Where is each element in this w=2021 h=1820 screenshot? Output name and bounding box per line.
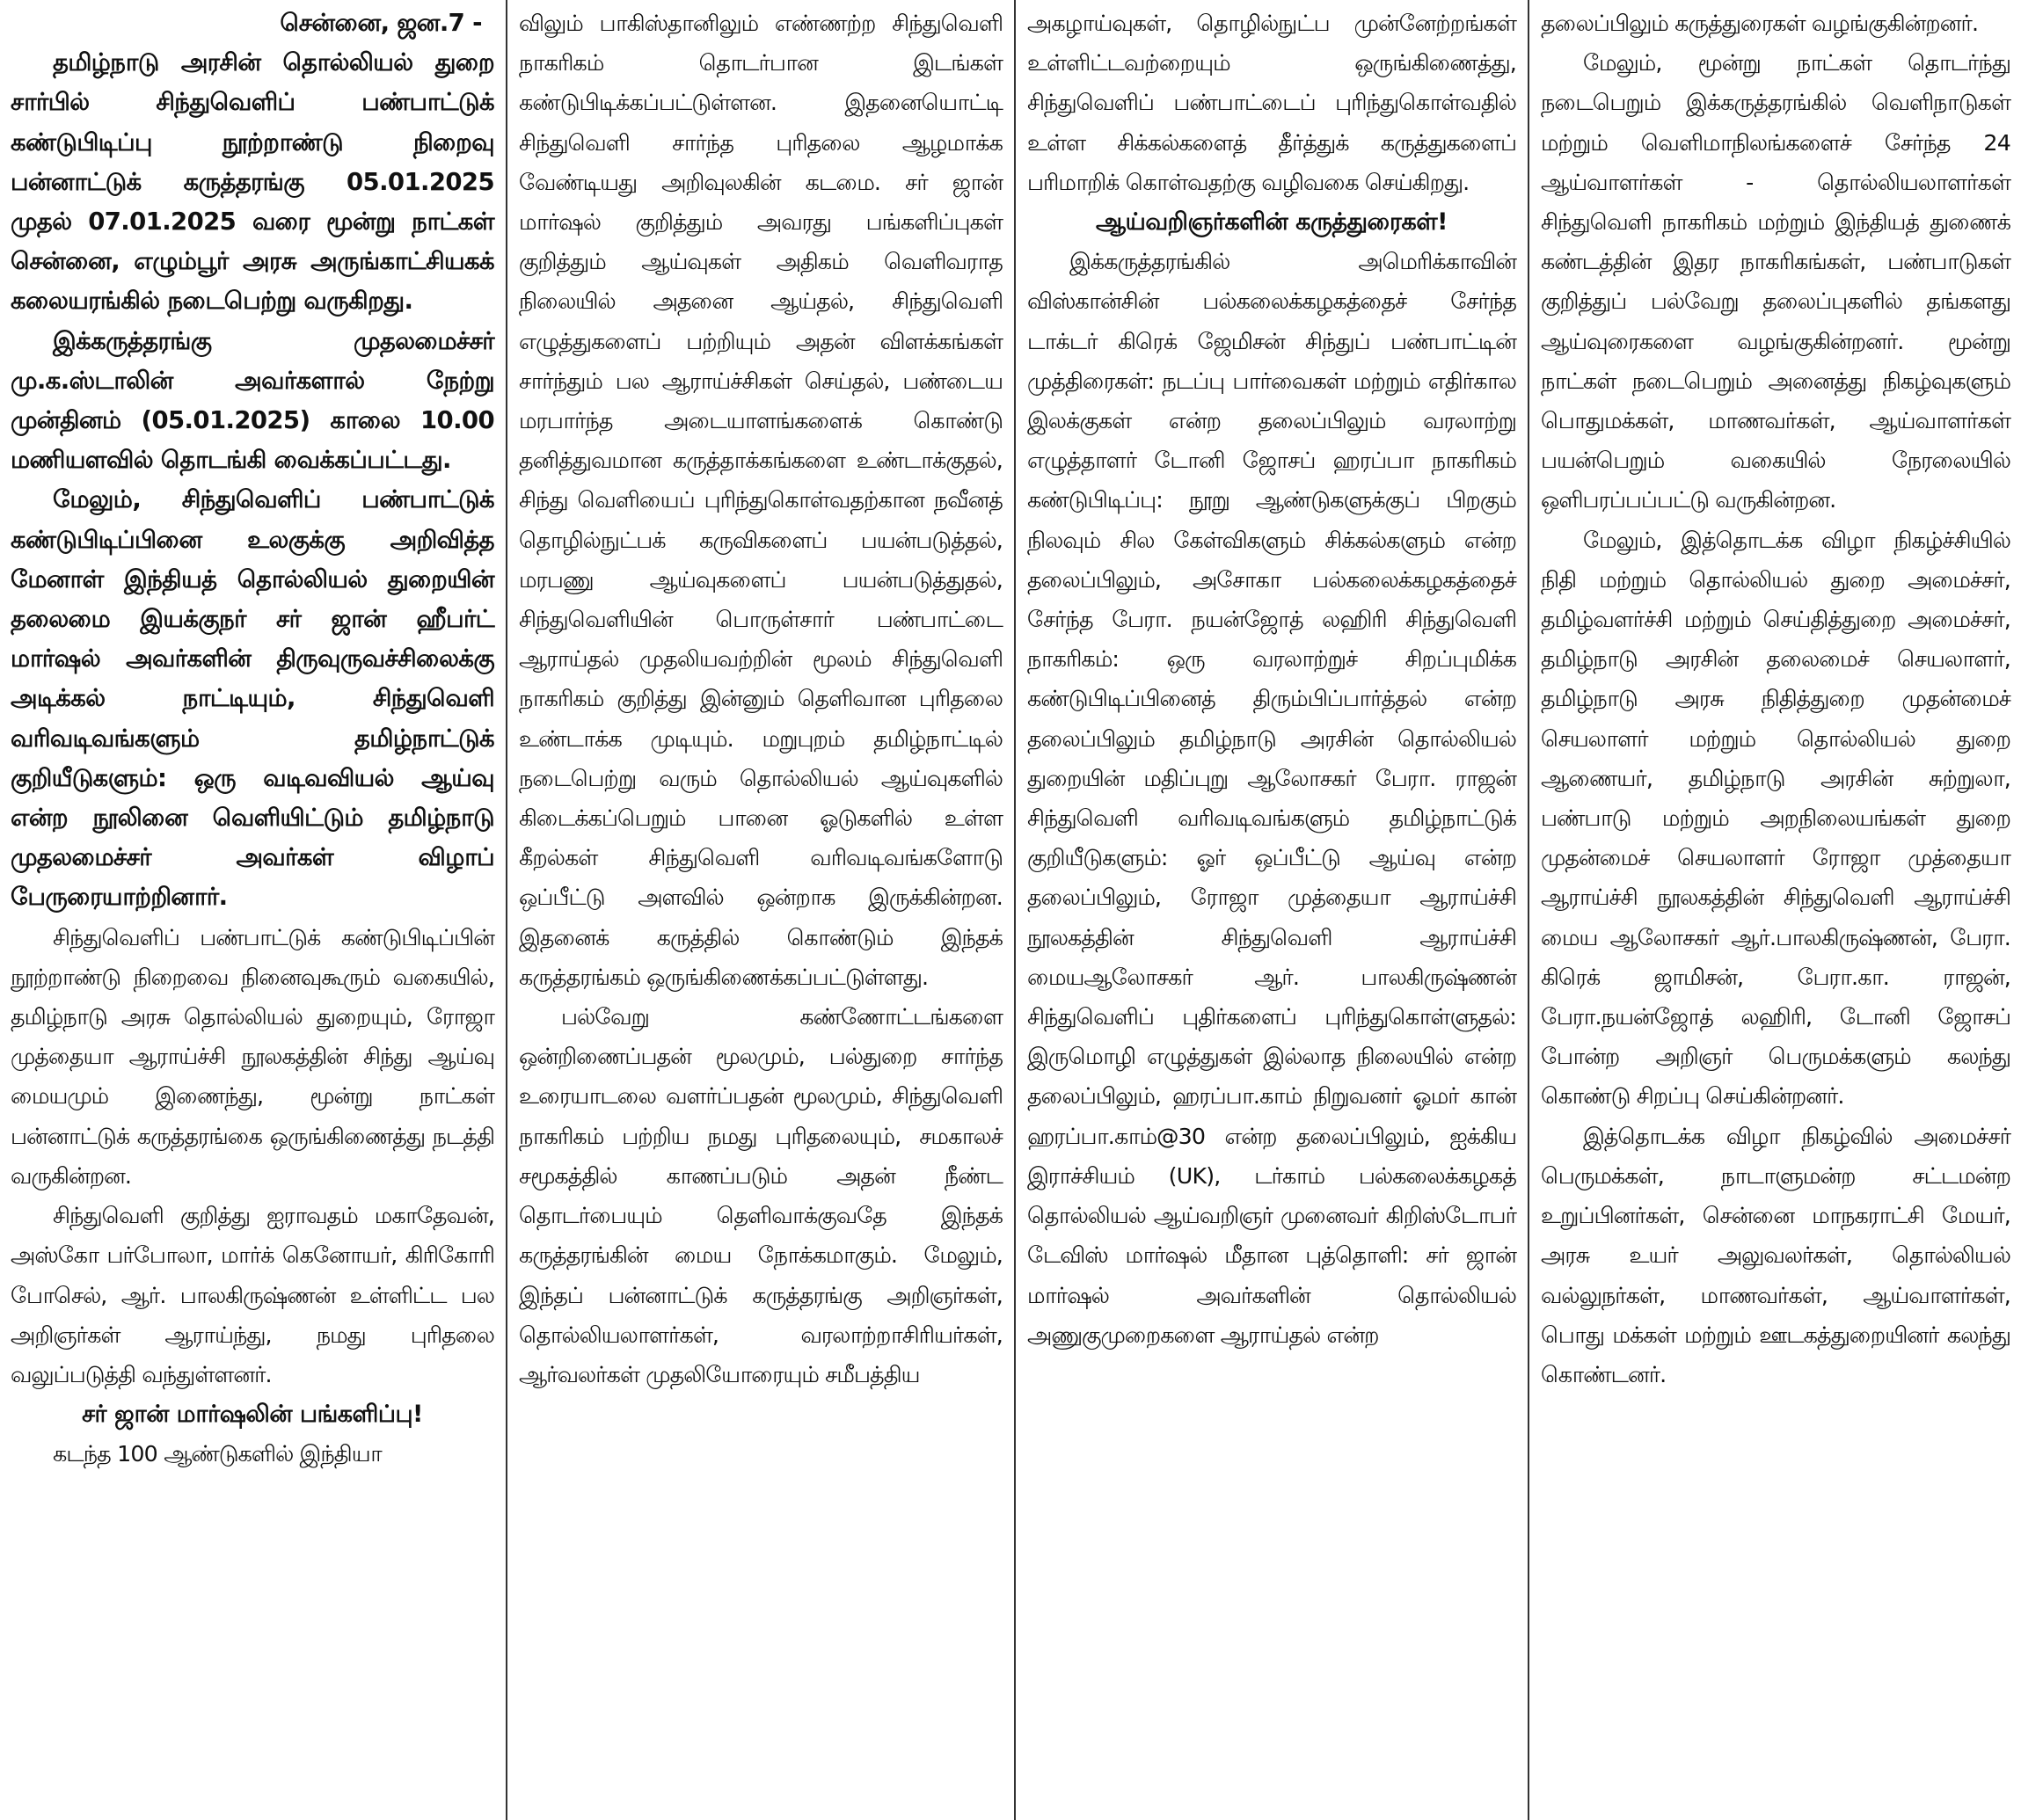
body-paragraph: மேலும், மூன்று நாட்கள் தொடர்ந்து நடைபெறும் இக்கருத்தரங்கில் வெளிநாடுகள் மற்றும் வெளிமாநிலங்களைச் சேர்ந்த 24 ஆய்வாளர்கள் - தொல்லியலாளர்கள் சிந்துவெளி நாகரிகம் மற்றும் இந்தியத் துணைக் கண்டத்தின் இதர நாகரிகங்கள், பண்பாடுகள் குறித்துப் பல்வேறு தலைப்புகளில் தங்களது ஆய்வுரைகளை வழங்குகின்றனர். மூன்று நாட்கள் நடைபெறும் அனைத்து நிகழ்வுகளும் பொதுமக்கள், மாணவர்கள், ஆய்வாளர்கள் பயன்பெறும் வகையில் நேரலையில் ஒளிபரப்பப்பட்டு வருகின்றன. — [1541, 50, 2010, 513]
column-3 — [1017, 0, 1527, 1820]
lede-paragraph: இக்கருத்தரங்கு முதலமைச்சர் மு.க.ஸ்டாலின் அவர்களால் நேற்று முன்தினம் (05.01.2025) காலை 10.00 மணியளவில் தொடங்கி வைக்கப்பட்டது. — [11, 326, 494, 475]
subheading: ஆய்வறிஞர்களின் கருத்துரைகள்! — [1096, 208, 1448, 237]
body-paragraph: இக்கருத்தரங்கில் அமெரிக்காவின் விஸ்கான்சின் பல்கலைக்கழகத்தைச் சேர்ந்த டாக்டர் கிரெக் ஜேமிசன் சிந்துப் பண்பாட்டின் முத்திரைகள்: நடப்பு பார்வைகள் மற்றும் எதிர்கால இலக்குகள் என்ற தலைப்பிலும் வரலாற்று எழுத்தாளர் டோனி ஜோசப் ஹரப்பா நாகரிகம் கண்டுபிடிப்பு: நூறு ஆண்டுகளுக்குப் பிறகும் நிலவும் சில கேள்விகளும் சிக்கல்களும் என்ற தலைப்பிலும், அசோகா பல்கலைக்கழகத்தைச் சேர்ந்த பேரா. நயன்ஜோத் லஹிரி சிந்துவெளி நாகரிகம்: ஒரு வரலாற்றுச் சிறப்புமிக்க கண்டுபிடிப்பினைத் திரும்பிப்பார்த்தல் என்ற தலைப்பிலும் தமிழ்நாடு அரசின் தொல்லியல் துறையின் மதிப்புறு ஆலோசகர் பேரா. ராஜன் சிந்துவெளி வரிவடிவங்களும் தமிழ்நாட்டுக் குறியீடுகளும்: ஓர் ஒப்பீட்டு ஆய்வு என்ற தலைப்பிலும், ரோஜா முத்தையா ஆராய்ச்சி நூலகத்தின் சிந்துவெளி ஆராய்ச்சி மையஆலோசகர் ஆர். பாலகிருஷ்ணன் சிந்துவெளிப் புதிர்களைப் புரிந்துகொள்ளுதல்: இருமொழி எழுத்துகள் இல்லாத நிலையில் என்ற தலைப்பிலும், ஹரப்பா.காம் நிறுவனர் ஓமர் கான் ஹரப்பா.காம்@30 என்ற தலைப்பிலும், ஐக்கிய இராச்சியம் (UK), டர்காம் பல்கலைக்கழகத் தொல்லியல் ஆய்வறிஞர் முனைவர் கிறிஸ்டோபர் டேவிஸ் மார்ஷல் மீதான புத்தொளி: சர் ஜான் மார்ஷல் அவர்களின் தொல்லியல் அணுகுமுறைகளை ஆராய்தல் என்ற — [1027, 249, 1516, 1348]
column-4 — [1530, 0, 2021, 1820]
body-paragraph: அகழாய்வுகள், தொழில்நுட்ப முன்னேற்றங்கள் உள்ளிட்டவற்றையும் ஒருங்கிணைத்து, சிந்துவெளிப் பண்பாட்டைப் புரிந்துகொள்வதில் உள்ள சிக்கல்களைத் தீர்த்துக் கருத்துகளைப் பரிமாறிக் கொள்வதற்கு வழிவகை செய்கிறது. — [1027, 11, 1516, 195]
body-paragraph: கடந்த 100 ஆண்டுகளில் இந்தியா — [53, 1441, 382, 1467]
column-2 — [508, 0, 1013, 1820]
body-paragraph: விலும் பாகிஸ்தானிலும் எண்ணற்ற சிந்துவெளி நாகரிகம் தொடர்பான இடங்கள் கண்டுபிடிக்கப்பட்டுள்ளன. இதனையொட்டி சிந்துவெளி சார்ந்த புரிதலை ஆழமாக்க வேண்டியது அறிவுலகின் கடமை. சர் ஜான் மார்ஷல் குறித்தும் அவரது பங்களிப்புகள் குறித்தும் ஆய்வுகள் அதிகம் வெளிவராத நிலையில் அதனை ஆய்தல், சிந்துவெளி எழுத்துகளைப் பற்றியும் அதன் விளக்கங்கள் சார்ந்தும் பல ஆராய்ச்சிகள் செய்தல், பண்டைய மரபார்ந்த அடையாளங்களைக் கொண்டு தனித்துவமான கருத்தாக்கங்களை உண்டாக்குதல், சிந்து வெளியைப் புரிந்துகொள்வதற்கான நவீனத் தொழில்நுட்பக் கருவிகளைப் பயன்படுத்தல், மரபணு ஆய்வுகளைப் பயன்படுத்துதல், சிந்துவெளியின் பொருள்சார் பண்பாட்டை ஆராய்தல் முதலியவற்றின் மூலம் சிந்துவெளி நாகரிகம் குறித்து இன்னும் தெளிவான புரிதலை உண்டாக்க முடியும். மறுபுறம் தமிழ்நாட்டில் நடைபெற்று வரும் தொல்லியல் ஆய்வுகளில் கிடைக்கப்பெறும் பானை ஓடுகளில் உள்ள கீறல்கள் சிந்துவெளி வரிவடிவங்களோடு ஒப்பீட்டு அளவில் ஒன்றாக இருக்கின்றன. இதனைக் கருத்தில் கொண்டும் இந்தக் கருத்தரங்கம் ஒருங்கிணைக்கப்பட்டுள்ளது. — [519, 11, 1003, 990]
column-divider — [1014, 0, 1016, 1820]
column-divider — [1528, 0, 1529, 1820]
lede-paragraph: தமிழ்நாடு அரசின் தொல்லியல் துறை சார்பில் சிந்துவெளிப் பண்பாட்டுக் கண்டுபிடிப்பு நூற்றாண்டு நிறைவு பன்னாட்டுக் கருத்தரங்கு 05.01.2025 முதல் 07.01.2025 வரை மூன்று நாட்கள் சென்னை, எழும்பூர் அரசு அருங்காட்சியகக் கலையரங்கில் நடைபெற்று வருகிறது. — [11, 48, 494, 316]
column-divider — [506, 0, 507, 1820]
body-paragraph: இத்தொடக்க விழா நிகழ்வில் அமைச்சர் பெருமக்கள், நாடாளுமன்ற சட்டமன்ற உறுப்பினர்கள், சென்னை மாநகராட்சி மேயர், அரசு உயர் அலுவலர்கள், தொல்லியல் வல்லுநர்கள், மாணவர்கள், ஆய்வாளர்கள், பொது மக்கள் மற்றும் ஊடகத்துறையினர் கலந்து கொண்டனர். — [1541, 1123, 2010, 1387]
body-paragraph: மேலும், இத்தொடக்க விழா நிகழ்ச்சியில் நிதி மற்றும் தொல்லியல் துறை அமைச்சர், தமிழ்வளர்ச்சி மற்றும் செய்தித்துறை அமைச்சர், தமிழ்நாடு அரசின் தலைமைச் செயலாளர், தமிழ்நாடு அரசு நிதித்துறை முதன்மைச் செயலாளர் மற்றும் தொல்லியல் துறை ஆணையர், தமிழ்நாடு அரசின் சுற்றுலா, பண்பாடு மற்றும் அறநிலையங்கள் துறை முதன்மைச் செயலாளர் ரோஜா முத்தையா ஆராய்ச்சி நூலகத்தின் சிந்துவெளி ஆராய்ச்சி மைய ஆலோசகர் ஆர்.பாலகிருஷ்ணன், பேரா. கிரெக் ஜாமிசன், பேரா.கா. ராஜன், பேரா.நயன்ஜோத் லஹிரி, டோனி ஜோசப் போன்ற அறிஞர் பெருமக்களும் கலந்து கொண்டு சிறப்பு செய்கின்றனர். — [1541, 527, 2010, 1110]
subheading: சர் ஜான் மார்ஷலின் பங்களிப்பு! — [82, 1401, 423, 1429]
body-paragraph: சிந்துவெளிப் பண்பாட்டுக் கண்டுபிடிப்பின் நூற்றாண்டு நிறைவை நினைவுகூரும் வகையில், தமிழ்நாடு அரசு தொல்லியல் துறையும், ரோஜா முத்தையா ஆராய்ச்சி நூலகத்தின் சிந்து ஆய்வு மையமும் இணைந்து, மூன்று நாட்கள் பன்னாட்டுக் கருத்தரங்கை ஒருங்கிணைத்து நடத்தி வருகின்றன. — [11, 924, 494, 1189]
body-paragraph: பல்வேறு கண்ணோட்டங்களை ஒன்றிணைப்பதன் மூலமும், பல்துறை சார்ந்த உரையாடலை வளர்ப்பதன் மூலமும், சிந்துவெளி நாகரிகம் பற்றிய நமது புரிதலையும், சமகாலச் சமூகத்தில் காணப்படும் அதன் நீண்ட தொடர்பையும் தெளிவாக்குவதே இந்தக் கருத்தரங்கின் மைய நோக்கமாகும். மேலும், இந்தப் பன்னாட்டுக் கருத்தரங்கு அறிஞர்கள், தொல்லியலாளர்கள், வரலாற்றாசிரியர்கள், ஆர்வலர்கள் முதலியோரையும் சமீபத்திய — [519, 1004, 1003, 1387]
body-paragraph: தலைப்பிலும் கருத்துரைகள் வழங்குகின்றனர். — [1541, 11, 1979, 36]
dateline: சென்னை, ஜன.7 - — [280, 9, 482, 37]
column-1 — [0, 0, 505, 1820]
lede-paragraph: மேலும், சிந்துவெளிப் பண்பாட்டுக் கண்டுபிடிப்பினை உலகுக்கு அறிவித்த மேனாள் இந்தியத் தொல்லியல் துறையின் தலைமை இயக்குநர் சர் ஜான் ஹீபர்ட் மார்ஷல் அவர்களின் திருவுருவச்சிலைக்கு அடிக்கல் நாட்டியும், சிந்துவெளி வரிவடிவங்களும் தமிழ்நாட்டுக் குறியீடுகளும்: ஒரு வடிவவியல் ஆய்வு என்ற நூலினை வெளியிட்டும் தமிழ்நாடு முதலமைச்சர் அவர்கள் விழாப் பேருரையாற்றினார். — [11, 485, 494, 912]
body-paragraph: சிந்துவெளி குறித்து ஐராவதம் மகாதேவன், அஸ்கோ பர்போலா, மார்க் கெனோயர், கிரிகோரி போசெல், ஆர். பாலகிருஷ்ணன் உள்ளிட்ட பல அறிஞர்கள் ஆராய்ந்து, நமது புரிதலை வலுப்படுத்தி வந்துள்ளனர். — [11, 1203, 494, 1387]
